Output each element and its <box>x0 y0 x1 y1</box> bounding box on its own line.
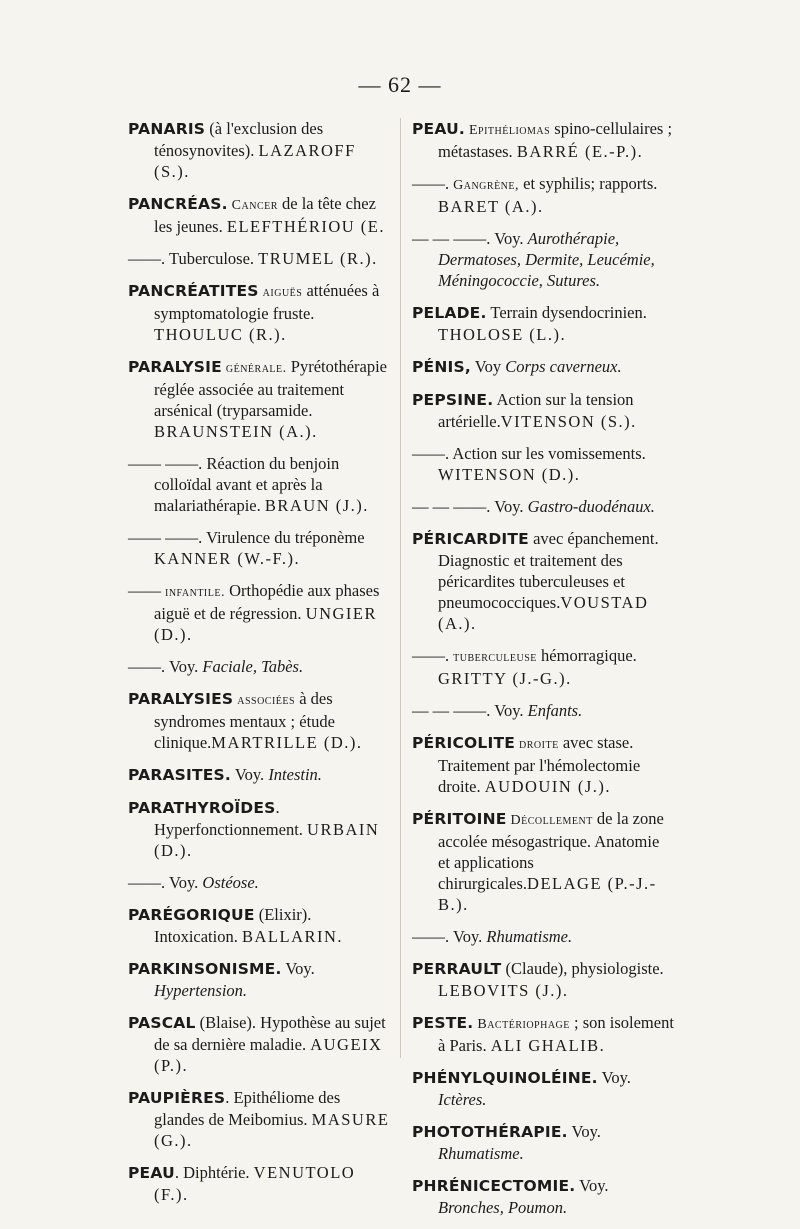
entry-text: — — ——. Voy. <box>412 229 528 248</box>
headword: PARATHYROÏDES <box>128 799 276 817</box>
entry-author: MARTRILLE (D.). <box>211 733 363 752</box>
index-entry <box>128 193 390 237</box>
entry-text: Pyrétothérapie réglée associée au traitement arsénical (tryparsamide. <box>154 357 387 420</box>
index-entry <box>128 580 390 645</box>
entry-smallcaps: Epithéliomas <box>464 123 551 138</box>
index-entry <box>128 1087 390 1151</box>
entry-text: ; son isolement à Paris. <box>438 1013 674 1055</box>
headword: PÉNIS, <box>412 358 471 376</box>
entry-author: DELAGE (P.-J.-B.). <box>438 874 657 914</box>
index-entry <box>412 808 674 915</box>
entry-author: TRUMEL (R.). <box>258 249 378 268</box>
entry-reference: Rhumatisme. <box>486 927 573 946</box>
entry-smallcaps: droite <box>515 737 559 752</box>
entry-text: à des syndromes mentaux ; étude clinique. <box>154 689 336 752</box>
entry-reference: Hypertension. <box>154 981 248 1000</box>
index-entry <box>128 656 390 677</box>
headword: PARKINSONISME. <box>128 960 282 978</box>
entry-text: ——. Voy. <box>128 873 203 892</box>
index-entry <box>128 958 390 1001</box>
entry-text: —— <box>128 581 161 600</box>
entry-smallcaps: Gangrène, <box>449 178 520 193</box>
headword: PÉRICARDITE <box>412 530 529 548</box>
index-entry <box>128 280 390 345</box>
entry-text: Voy <box>470 357 506 376</box>
entry-text: Voy. <box>281 959 315 978</box>
entry-smallcaps: Bactériophage <box>473 1017 570 1032</box>
index-entry <box>412 732 674 797</box>
index-entry <box>412 1121 674 1164</box>
headword: PANARIS <box>128 120 206 138</box>
headword: PHOTOTHÉRAPIE. <box>412 1123 568 1141</box>
entry-text: avec stase. Traitement par l'hémolectomie droite. <box>438 733 641 796</box>
entry-text: ——. <box>412 646 450 665</box>
entry-text: Voy. <box>231 765 269 784</box>
entry-text: avec épanchement. Diagnostic et traitement des péricardites tuberculeuses et pneumococciques. <box>438 529 659 612</box>
index-entry <box>412 443 674 485</box>
entry-text: . Hyperfonctionnement. <box>154 798 308 839</box>
entry-author: THOULUC (R.). <box>154 325 287 344</box>
entry-author: GRITTY (J.-G.). <box>438 669 572 688</box>
entry-text: . Epithéliome des glandes de Meibomius. <box>154 1088 341 1129</box>
entry-text: Voy. <box>567 1122 601 1141</box>
index-entry <box>128 356 390 442</box>
entry-author: MASURE (G.). <box>154 1110 390 1150</box>
entry-reference: Faciale, Tabès. <box>202 657 304 676</box>
entry-reference: Gastro-duodénaux. <box>527 497 655 516</box>
entry-text: hémorragique. <box>536 646 637 665</box>
index-entry <box>412 700 674 721</box>
index-entry <box>128 1162 390 1205</box>
right-column <box>412 118 674 1229</box>
entry-text: Action sur la tension artérielle. <box>438 390 634 431</box>
entry-reference: Aurothérapie, Dermatoses, Dermite, Leucémie, Méningococcie, Sutures. <box>438 229 655 290</box>
entry-author: AUDOUIN (J.). <box>484 777 612 796</box>
headword: PÉRICOLITE <box>412 734 516 752</box>
index-entry <box>412 118 674 162</box>
entry-text: Voy. <box>575 1176 609 1195</box>
headword: PEPSINE. <box>412 391 494 409</box>
entry-reference: Ostéose. <box>202 873 259 892</box>
entry-text: (Claude), physiologiste. <box>501 959 664 978</box>
entry-smallcaps: aiguës <box>258 285 303 300</box>
entry-author: BARRÉ (E.-P.). <box>516 142 644 161</box>
headword: PÉRITOINE <box>412 810 507 828</box>
entry-reference: Enfants. <box>527 701 583 720</box>
entry-text: . Diphtérie. <box>174 1163 254 1182</box>
index-entry <box>128 688 390 753</box>
headword: PERRAULT <box>412 960 502 978</box>
entry-text: —— ——. Réaction du benjoin colloïdal avant et après la malariathérapie. <box>128 454 340 515</box>
index-entry <box>412 958 674 1001</box>
index-entry <box>412 528 674 634</box>
entry-author: AUGEIX (P.). <box>154 1035 383 1075</box>
index-entry <box>412 926 674 947</box>
entry-author: VENUTOLO (F.). <box>154 1163 356 1204</box>
entry-author: URBAIN (D.). <box>154 820 380 860</box>
index-entry <box>412 356 674 378</box>
index-entry <box>412 645 674 689</box>
entry-author: BALLARIN. <box>241 927 344 946</box>
entry-text: — — ——. Voy. <box>412 701 528 720</box>
headword: PESTE. <box>412 1014 474 1032</box>
index-entry <box>412 228 674 291</box>
entry-author: BRAUNSTEIN (A.). <box>154 422 318 441</box>
index-entry <box>412 389 674 432</box>
index-entry <box>412 1012 674 1056</box>
headword: PELADE. <box>412 304 487 322</box>
index-entry <box>128 1012 390 1076</box>
entry-author: KANNER (W.-F.). <box>154 549 301 568</box>
entry-author: VITENSON (S.). <box>500 412 637 431</box>
entry-reference: Intestin. <box>268 765 322 784</box>
entry-text: —— ——. Virulence du tréponème <box>128 528 365 547</box>
entry-text: Voy. <box>597 1068 631 1087</box>
entry-text: — — ——. Voy. <box>412 497 528 516</box>
entry-smallcaps: associées <box>233 693 296 708</box>
index-entry <box>128 248 390 269</box>
index-entry <box>128 527 390 569</box>
index-entry <box>128 872 390 893</box>
entry-smallcaps: générale. <box>221 361 287 376</box>
headword: PANCRÉATITES <box>128 282 259 300</box>
index-entry <box>128 453 390 516</box>
headword: PARALYSIE <box>128 358 222 376</box>
entry-text: spino-cellulaires ; métastases. <box>438 119 673 161</box>
left-column <box>128 118 390 1216</box>
entry-text: ——. Voy. <box>128 657 203 676</box>
entry-text: de la tête chez les jeunes. <box>154 194 376 236</box>
entry-reference: Bronches, Poumon. <box>438 1198 568 1217</box>
entry-text: Orthopédie aux phases aiguë et de régression. <box>154 581 380 623</box>
index-entry <box>128 904 390 947</box>
headword: PAUPIÈRES <box>128 1089 226 1107</box>
entry-smallcaps: Décollement <box>506 813 593 828</box>
entry-author: ELEFTHÉRIOU (E. <box>226 217 386 236</box>
headword: PHÉNYLQUINOLÉINE. <box>412 1069 598 1087</box>
headword: PARALYSIES <box>128 690 234 708</box>
entry-smallcaps: infantile. <box>161 585 225 600</box>
entry-text: (Elixir). Intoxication. <box>154 905 312 946</box>
headword: PANCRÉAS. <box>128 195 228 213</box>
index-entry <box>412 302 674 345</box>
index-entry <box>128 797 390 861</box>
entry-text: Terrain dysendocrinien. <box>486 303 647 322</box>
entry-reference: Rhumatisme. <box>438 1144 524 1163</box>
entry-author: THOLOSE (L.). <box>438 325 567 344</box>
index-entry <box>128 118 390 182</box>
headword: PHRÉNICECTOMIE. <box>412 1177 576 1195</box>
entry-smallcaps: Cancer <box>227 198 278 213</box>
headword: PEAU. <box>412 120 465 138</box>
entry-reference: Ictères. <box>438 1090 487 1109</box>
entry-author: BRAUN (J.). <box>264 496 369 515</box>
headword: PARASITES. <box>128 766 232 784</box>
entry-author: UNGIER (D.). <box>154 604 377 644</box>
index-entry <box>412 173 674 217</box>
entry-author: BARET (A.). <box>438 197 544 216</box>
entry-author: LAZAROFF (S.). <box>154 141 356 181</box>
entry-smallcaps: tuberculeuse <box>449 650 537 665</box>
headword: PEAU <box>128 1164 175 1182</box>
entry-text: (à l'exclusion des ténosynovites). <box>154 119 324 160</box>
entry-author: VOUSTAD (A.). <box>438 593 649 633</box>
entry-reference: Corps caverneux. <box>505 357 622 376</box>
entry-text: ——. Tuberculose. <box>128 249 259 268</box>
entry-text: (Blaise). Hypothèse au sujet de sa dernière maladie. <box>154 1013 386 1054</box>
entry-author: ALI GHALIB. <box>490 1036 606 1055</box>
entry-text: ——. <box>412 174 450 193</box>
entry-text: et syphilis; rapports. <box>519 174 658 193</box>
entry-text: ——. Voy. <box>412 927 487 946</box>
entry-text: atténuées à symptomatologie fruste. <box>154 281 380 323</box>
headword: PASCAL <box>128 1014 196 1032</box>
index-entry <box>412 1067 674 1110</box>
page-number: — 62 — <box>358 72 442 97</box>
entry-author: LEBOVITS (J.). <box>438 981 569 1000</box>
index-entry <box>128 764 390 786</box>
index-entry <box>412 496 674 517</box>
headword: PARÉGORIQUE <box>128 906 255 924</box>
entry-text: ——. Action sur les vomissements. <box>412 444 646 463</box>
entry-author: WITENSON (D.). <box>438 465 581 484</box>
index-entry <box>412 1175 674 1218</box>
column-divider <box>400 118 401 1058</box>
entry-text: de la zone accolée mésogastrique. Anatomie et applications chirurgicales. <box>438 809 664 893</box>
